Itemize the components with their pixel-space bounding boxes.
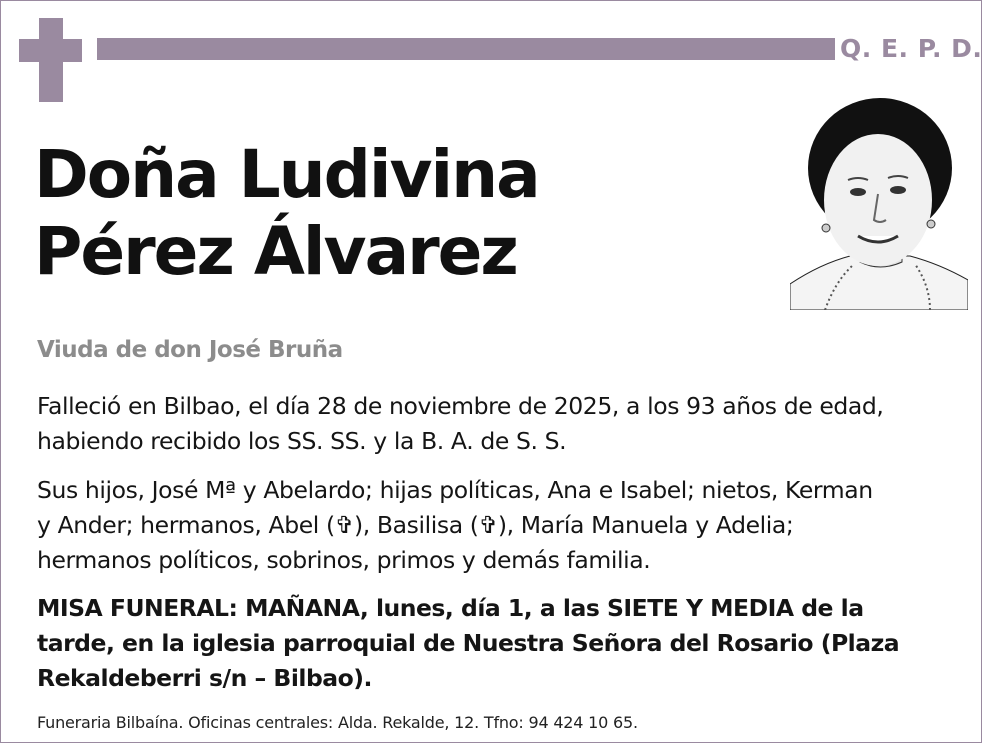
deceased-name: [34, 136, 539, 290]
name-line-2: Pérez Álvarez: [34, 213, 517, 290]
death-notice-paragraph: [37, 389, 957, 459]
funeral-paragraph: [37, 591, 957, 696]
funeral-line-1: MISA FUNERAL: MAÑANA, lunes, día 1, a las SIETE Y MEDIA de la: [37, 594, 864, 622]
portrait-image: [790, 96, 968, 310]
death-line-1: Falleció en Bilbao, el día 28 de noviembre de 2025, a los 93 años de edad,: [37, 392, 884, 420]
qepd-label: Q. E. P. D.: [840, 34, 983, 63]
header-rule: [97, 38, 835, 60]
name-line-1: Doña Ludivina: [34, 136, 539, 213]
death-line-2: habiendo recibido los SS. SS. y la B. A. de S. S.: [37, 427, 567, 455]
widow-subtitle: Viuda de don José Bruña: [37, 337, 343, 363]
portrait-photo: [790, 96, 968, 310]
cross-icon-arm: [19, 39, 82, 62]
family-line-3: hermanos políticos, sobrinos, primos y demás familia.: [37, 546, 651, 574]
funeral-home-footer: Funeraria Bilbaína. Oficinas centrales: Alda. Rekalde, 12. Tfno: 94 424 10 65.: [37, 713, 638, 732]
funeral-line-2: tarde, en la iglesia parroquial de Nuestra Señora del Rosario (Plaza: [37, 629, 900, 657]
family-line-1: Sus hijos, José Mª y Abelardo; hijas políticas, Ana e Isabel; nietos, Kerman: [37, 476, 873, 504]
family-paragraph: [37, 473, 957, 578]
funeral-line-3: Rekaldeberri s/n – Bilbao).: [37, 664, 372, 692]
family-line-2: y Ander; hermanos, Abel (✞), Basilisa (✞), María Manuela y Adelia;: [37, 511, 794, 539]
